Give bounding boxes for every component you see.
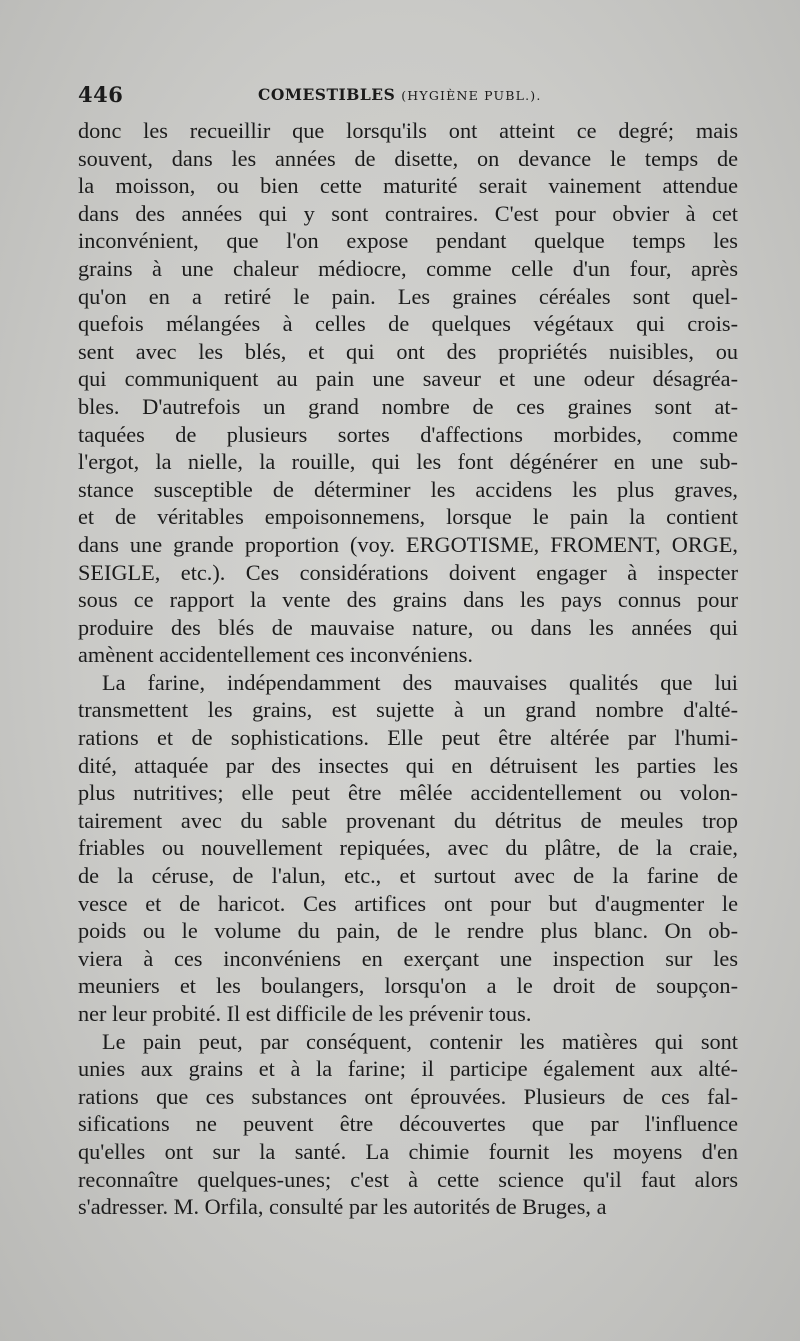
text-line: taquées de plusieurs sortes d'affections morbides, comme	[78, 421, 738, 447]
text-line: souvent, dans les années de disette, on devance le temps de	[78, 145, 738, 171]
text-line: qu'on en a retiré le pain. Les graines céréales sont quel-	[78, 283, 738, 309]
text-line: ner leur probité. Il est difficile de les prévenir tous.	[78, 1001, 532, 1026]
running-title-main: COMESTIBLES	[258, 85, 396, 104]
paragraph	[78, 669, 738, 1028]
text-line: de la céruse, de l'alun, etc., et surtout avec de la farine de	[78, 863, 738, 889]
paragraph	[78, 117, 738, 669]
text-line: transmettent les grains, est sujette à un grand nombre d'alté-	[78, 697, 738, 723]
text-line: dité, attaquée par des insectes qui en détruisent les parties les	[78, 752, 738, 778]
paragraph	[78, 1028, 738, 1221]
text-line: sous ce rapport la vente des grains dans les pays connus pour	[78, 587, 738, 613]
running-title-sub: (HYGIÈNE PUBL.).	[401, 88, 542, 103]
text-line: tairement avec du sable provenant du détritus de meules trop	[78, 807, 738, 833]
text-line: rations et de sophistications. Elle peut être altérée par l'humi-	[78, 725, 738, 751]
text-line: qu'elles ont sur la santé. La chimie fournit les moyens d'en	[78, 1138, 738, 1164]
text-line: grains à une chaleur médiocre, comme celle d'un four, après	[78, 255, 738, 281]
text-line: la moisson, ou bien cette maturité serait vainement attendue	[78, 173, 738, 199]
text-line: stance susceptible de déterminer les accidens les plus graves,	[78, 476, 738, 502]
text-line: et de véritables empoisonnemens, lorsque le pain la contient	[78, 504, 738, 530]
text-line: vesce et de haricot. Ces artifices ont pour but d'augmenter le	[78, 890, 738, 916]
text-line: sent avec les blés, et qui ont des propriétés nuisibles, ou	[78, 338, 738, 364]
text-line: La farine, indépendamment des mauvaises qualités que lui	[102, 669, 738, 695]
text-line: poids ou le volume du pain, de le rendre plus blanc. On ob-	[78, 918, 738, 944]
text-line: rations que ces substances ont éprouvées. Plusieurs de ces fal-	[78, 1083, 738, 1109]
text-line: l'ergot, la nielle, la rouille, qui les font dégénérer en une sub-	[78, 449, 738, 475]
page-header	[78, 82, 738, 114]
text-line: friables ou nouvellement repiquées, avec du plâtre, de la craie,	[78, 835, 738, 861]
text-line: reconnaître quelques-unes; c'est à cette science qu'il faut alors	[78, 1166, 738, 1192]
text-line: donc les recueillir que lorsqu'ils ont atteint ce degré; mais	[78, 118, 738, 143]
text-line: unies aux grains et à la farine; il participe également aux alté-	[78, 1056, 738, 1082]
text-line: dans une grande proportion (voy. ERGOTISME, FROMENT, ORGE,	[78, 531, 738, 557]
text-line: produire des blés de mauvaise nature, ou dans les années qui	[78, 614, 738, 640]
text-line: plus nutritives; elle peut être mêlée accidentellement ou volon-	[78, 780, 738, 806]
text-line: quefois mélangées à celles de quelques végétaux qui crois-	[78, 311, 738, 337]
text-line: Le pain peut, par conséquent, contenir les matières qui sont	[102, 1028, 738, 1054]
page-number: 446	[78, 82, 124, 107]
text-line: inconvénient, que l'on expose pendant quelque temps les	[78, 228, 738, 254]
text-line: amènent accidentellement ces inconvéniens.	[78, 642, 473, 668]
text-line: SEIGLE, etc.). Ces considérations doivent engager à inspecter	[78, 559, 738, 585]
text-line: meuniers et les boulangers, lorsqu'on a le droit de soupçon-	[78, 973, 738, 999]
text-line: sifications ne peuvent être découvertes que par l'influence	[78, 1111, 738, 1137]
text-line: s'adresser. M. Orfila, consulté par les autorités de Bruges, a	[78, 1194, 607, 1220]
text-line: viera à ces inconvéniens en exerçant une inspection sur les	[78, 945, 738, 971]
text-line: dans des années qui y sont contraires. C'est pour obvier à cet	[78, 200, 738, 226]
body-text	[78, 117, 738, 1221]
text-line: bles. D'autrefois un grand nombre de ces graines sont at-	[78, 393, 738, 419]
text-line: qui communiquent au pain une saveur et une odeur désagréa-	[78, 366, 738, 392]
running-title	[258, 85, 542, 104]
